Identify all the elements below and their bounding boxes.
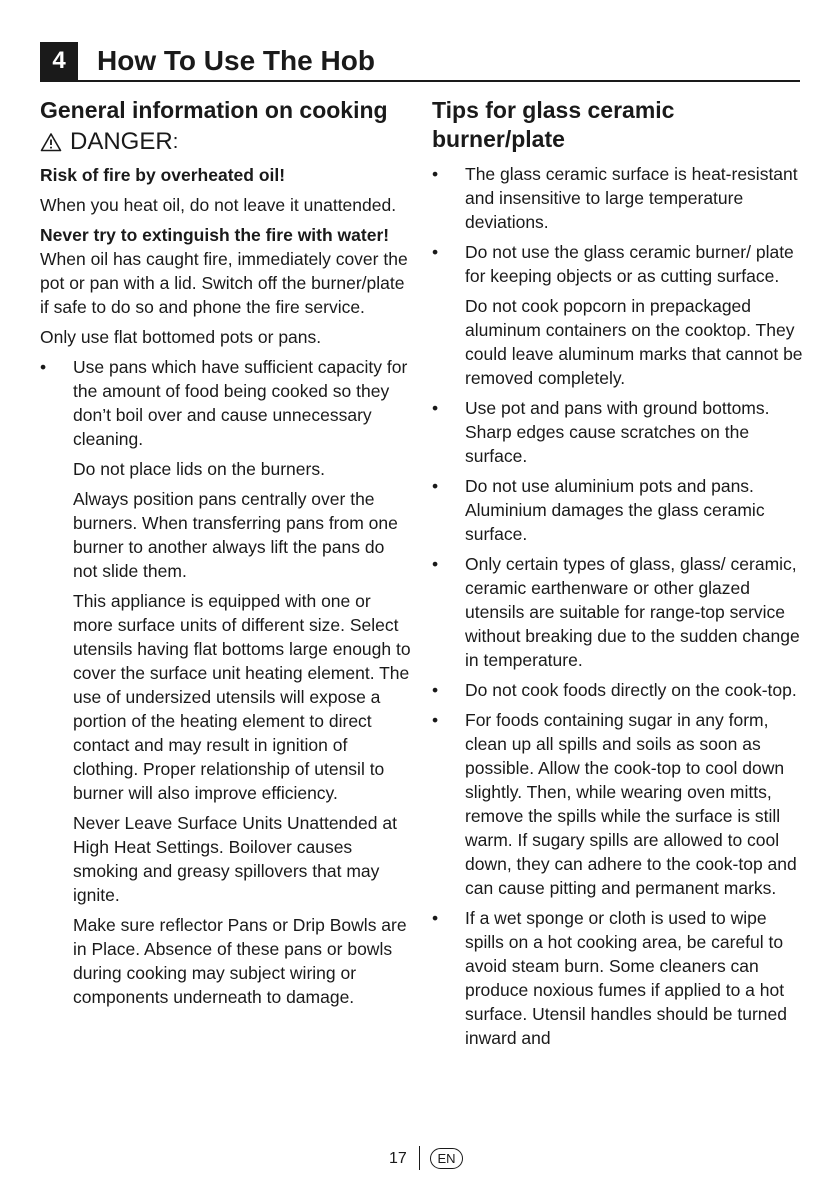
bullet: •	[432, 242, 439, 262]
left-list	[40, 355, 412, 451]
list-item	[432, 240, 804, 288]
danger-label: DANGER	[70, 128, 173, 155]
bullet: •	[432, 554, 439, 574]
right-list-continued	[432, 396, 804, 1050]
page-number: 17	[389, 1150, 407, 1167]
list-item-text: Do not use the glass ceramic burner/ plate for keeping objects or as cutting surface.	[465, 242, 794, 286]
list-item	[432, 906, 804, 1050]
list-item-text: Do not cook foods directly on the cook-top.	[465, 680, 797, 700]
heat-oil-paragraph: When you heat oil, do not leave it unattended.	[40, 195, 397, 215]
sub-paragraph: This appliance is equipped with one or more surface units of different size. Select utensils having flat bottoms large enough to cover the surface unit heating element. The use of undersized utensils will expose a portion of the heating element to direct contact and may result in ignition of clothing. Proper relationship of utensil to burner will also improve efficiency.	[73, 591, 411, 803]
language-badge: EN	[430, 1148, 463, 1169]
list-item-text: For foods containing sugar in any form, clean up all spills and soils as soon as possible. Allow the cook-top to cool down slightly. Then, while wearing oven mitts, remove the spills while the surface is still warm. If sugary spills are allowed to cool down, they can adhere to the cook-top and can cause pitting and permanent marks.	[465, 710, 797, 898]
list-item-text: Use pot and pans with ground bottoms. Sharp edges cause scratches on the surface.	[465, 398, 770, 466]
flat-pans-paragraph: Only use flat bottomed pots or pans.	[40, 327, 322, 347]
warning-triangle-icon	[40, 132, 62, 152]
list-item-text: If a wet sponge or cloth is used to wipe spills on a hot cooking area, be careful to avoid steam burn. Some cleaners can produce noxious fumes if applied to a hot surface. Utensil handles should be turned inward and	[465, 908, 788, 1048]
list-item-text: Use pans which have sufficient capacity for the amount of food being cooked so they don’t boil over and cause unnecessary cleaning.	[73, 357, 408, 449]
list-item	[40, 355, 412, 451]
bullet: •	[432, 164, 439, 184]
list-item	[432, 162, 804, 234]
bullet: •	[432, 710, 439, 730]
risk-title: Risk of fire by overheated oil!	[40, 165, 286, 185]
list-item	[432, 474, 804, 546]
sub-paragraph: Always position pans centrally over the burners. When transferring pans from one burner to another always lift the pans do not slide them.	[73, 489, 398, 581]
bullet: •	[432, 908, 439, 928]
chapter-header	[40, 42, 800, 82]
right-column	[432, 96, 804, 1056]
section-heading-tips: Tips for glass ceramic burner/plate	[432, 97, 675, 152]
footer-divider	[419, 1146, 420, 1170]
sub-paragraph: Never Leave Surface Units Unattended at High Heat Settings. Boilover causes smoking and greasy spillovers that may ignite.	[73, 813, 397, 905]
section-heading-general: General information on cooking	[40, 97, 388, 123]
list-item-text: The glass ceramic surface is heat-resistant and insensitive to large temperature deviations.	[465, 164, 798, 232]
bullet: •	[432, 680, 439, 700]
chapter-number: 4	[40, 42, 78, 80]
list-item-text: Do not use aluminium pots and pans. Aluminium damages the glass ceramic surface.	[465, 476, 765, 544]
extinguish-paragraph	[40, 223, 412, 319]
sub-paragraph: Do not place lids on the burners.	[73, 459, 325, 479]
list-item	[432, 396, 804, 468]
bullet: •	[432, 476, 439, 496]
extinguish-text: When oil has caught fire, immediately cover the pot or pan with a lid. Switch off the burner/plate if safe to do so and phone the fire service.	[40, 249, 408, 317]
bullet: •	[40, 357, 47, 377]
list-item	[432, 678, 804, 702]
sub-paragraph: Make sure reflector Pans or Drip Bowls are in Place. Absence of these pans or bowls during cooking may subject wiring or components underneath to damage.	[73, 915, 407, 1007]
right-list	[432, 162, 804, 288]
list-item	[432, 552, 804, 672]
left-column	[40, 96, 412, 1015]
extinguish-warning: Never try to extinguish the fire with water!	[40, 225, 390, 245]
page-footer	[0, 1146, 837, 1172]
danger-heading	[40, 127, 412, 157]
list-item	[432, 708, 804, 900]
bullet: •	[432, 398, 439, 418]
chapter-title: How To Use The Hob	[97, 45, 375, 76]
danger-colon: :	[172, 131, 179, 153]
list-item-text: Only certain types of glass, glass/ ceramic, ceramic earthenware or other glazed utensils are suitable for range-top service without breaking due to the sudden change in temperature.	[465, 554, 800, 670]
sub-paragraph: Do not cook popcorn in prepackaged aluminum containers on the cooktop. They could leave aluminum marks that cannot be removed completely.	[465, 296, 803, 388]
